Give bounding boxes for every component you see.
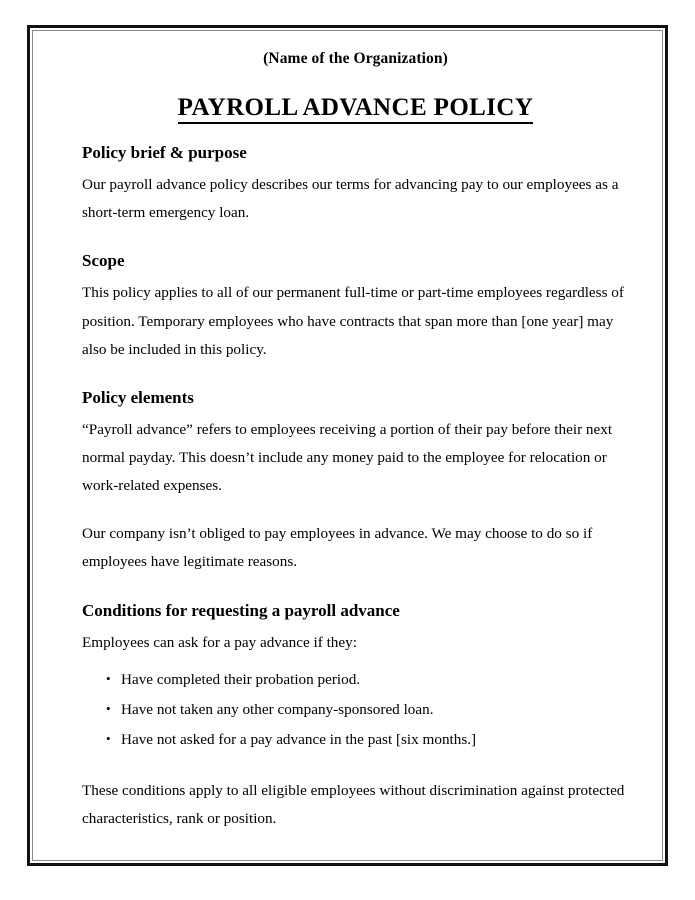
page-title (82, 94, 629, 122)
bullet-icon: • (106, 700, 111, 716)
list-item (82, 702, 629, 717)
organization-name-line: (Name of the Organization) (263, 50, 448, 67)
spacer (82, 657, 629, 672)
page-title-text: PAYROLL ADVANCE POLICY (178, 94, 534, 124)
section-paragraph: Our payroll advance policy describes our terms for advancing pay to our employees as a short-term emergency loan. (82, 176, 619, 222)
list-item-label: Have completed their probation period. (121, 670, 361, 688)
spacer (82, 500, 629, 520)
list-item (82, 672, 629, 687)
conditions-bullet-list (82, 672, 629, 748)
section-heading: Conditions for requesting a payroll advance (82, 600, 400, 620)
section-policy-brief-purpose (82, 142, 629, 227)
section-closing-paragraph: These conditions apply to all eligible employees without discrimination against protected characteristics, rank or position. (82, 782, 625, 828)
spacer (82, 622, 629, 629)
section-paragraph: Our company isn’t obliged to pay employees in advance. We may choose to do so if employees have legitimate reasons. (82, 525, 593, 571)
bullet-icon: • (106, 731, 111, 747)
section-conditions-payroll-advance (82, 600, 629, 834)
spacer (82, 122, 629, 142)
section-heading: Policy brief & purpose (82, 143, 247, 162)
section-heading: Policy elements (82, 387, 194, 407)
spacer (82, 272, 629, 279)
list-item (82, 732, 629, 747)
list-item-label: Have not asked for a pay advance in the past [six months.] (121, 731, 477, 749)
spacer (82, 164, 629, 171)
spacer (82, 762, 629, 777)
section-paragraph: “Payroll advance” refers to employees receiving a portion of their pay before their next normal payday. This doesn’t include any money paid to the employee for relocation or work-related expenses. (82, 420, 613, 495)
bullet-icon: • (106, 670, 111, 686)
spacer (82, 227, 629, 250)
section-paragraph: This policy applies to all of our permanent full-time or part-time employees regardless of position. Temporary employees who have contracts that span more than [one year] may also be included in this policy. (82, 284, 624, 358)
page-border-frame (27, 25, 668, 866)
spacer (82, 364, 629, 387)
section-intro-text: Employees can ask for a pay advance if they: (82, 633, 357, 651)
spacer (82, 409, 629, 416)
spacer (82, 577, 629, 600)
section-heading: Scope (82, 251, 125, 271)
section-policy-elements (82, 387, 629, 577)
document-content (30, 28, 665, 863)
list-item-label: Have not taken any other company-sponsored loan. (121, 700, 434, 718)
section-scope (82, 250, 629, 363)
